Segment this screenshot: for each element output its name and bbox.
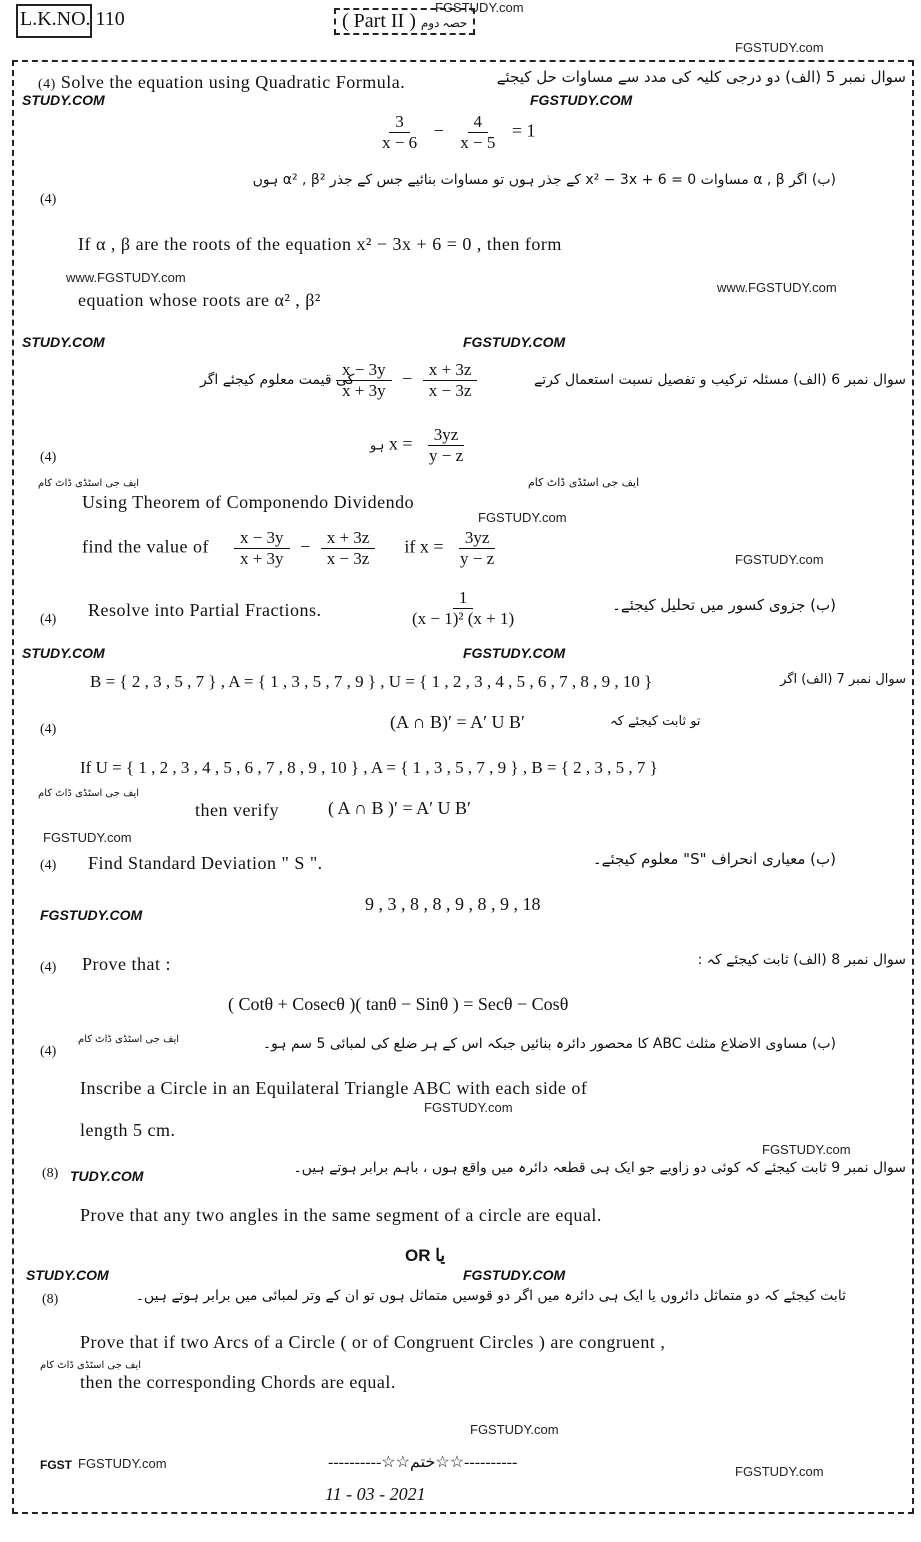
q7a-urdu2: تو ثابت کیجئے کہ (610, 714, 701, 729)
numerator: x + 3z (321, 528, 376, 549)
q7a-text2: then verify (195, 800, 279, 820)
watermark: www.FGSTUDY.com (66, 270, 186, 285)
q7a-identity2: ( A ∩ B )′ = A′ U B′ (328, 798, 471, 818)
q6b-urdu: (ب) جزوی کسور میں تحلیل کیجئے۔ (612, 596, 836, 614)
q7b-text: Find Standard Deviation " S ". (88, 853, 323, 873)
marks: (4) (38, 77, 56, 92)
marks: (8) (42, 1166, 59, 1181)
q6a-text2 (82, 528, 506, 569)
or-label: OR یا (405, 1246, 446, 1265)
q5a-text (38, 72, 405, 93)
q7a-sets-urdu-line: B = { 2 , 3 , 5 , 7 } , A = { 1 , 3 , 5 , 7 , 9 } , U = { 1 , 2 , 3 , 4 , 5 , 6 , 7 , 8 , 9 , 10 } (90, 672, 653, 691)
denominator: (x − 1)² (x + 1) (412, 609, 515, 628)
watermark: FGSTUDY.com (424, 1100, 513, 1115)
part-text: ( Part II ) (342, 10, 416, 32)
q8a-urdu: سوال نمبر 8 (الف) ثابت کیجئے کہ : (697, 952, 906, 968)
part-urdu: حصہ دوم (420, 16, 468, 30)
urdu-word: ہو (370, 438, 385, 454)
marks: (4) (40, 858, 57, 873)
q8b-text2: length 5 cm. (80, 1120, 176, 1140)
watermark-urdu: ایف جی اسٹڈی ڈاٹ کام (528, 476, 640, 489)
watermark: STUDY.COM (22, 92, 105, 108)
operator: − (402, 368, 413, 389)
exam-date: 11 - 03 - 2021 (325, 1484, 426, 1504)
q6a-condition (370, 425, 475, 466)
q8b-urdu: (ب) مساوی الاضلاع مثلث ABC کا محصور دائرہ بنائیں جبکہ اس کے ہر ضلع کی لمبائی 5 سم ہو۔ (262, 1036, 836, 1052)
marks: (4) (40, 1044, 57, 1059)
numerator: 1 (453, 588, 474, 609)
q6b-fraction (400, 588, 526, 629)
marks: (4) (40, 192, 57, 207)
numerator: 3 (389, 112, 410, 133)
numerator: x − 3y (336, 360, 392, 381)
q6b-text: Resolve into Partial Fractions. (88, 600, 322, 620)
q5a-equation (370, 112, 536, 153)
watermark-urdu: ایف جی اسٹڈی ڈاٹ کام (78, 1034, 180, 1045)
if-label: if (404, 536, 416, 557)
watermark: FGSTUDY.COM (463, 645, 566, 661)
q8a-text: Prove that : (82, 954, 171, 974)
q9-text: Prove that any two angles in the same segment of a circle are equal. (80, 1205, 602, 1225)
q7b-data: 9 , 3 , 8 , 8 , 9 , 8 , 9 , 18 (365, 894, 541, 914)
q7a-text1: If U = { 1 , 2 , 3 , 4 , 5 , 6 , 7 , 8 , 9 , 10 } , A = { 1 , 3 , 5 , 7 , 9 } , B = { 2 , 3 , 5 , 7 } (80, 758, 658, 777)
q7b-urdu: (ب) معیاری انحراف "S" معلوم کیجئے۔ (592, 850, 836, 868)
marks: (4) (40, 722, 57, 737)
watermark: FGSTUDY.com (735, 40, 824, 55)
x-equals: x = (419, 536, 444, 557)
watermark: FGSTUDY.COM (530, 92, 633, 108)
watermark: STUDY.COM (22, 645, 105, 661)
paper-code: L.K.NO. 110 (20, 8, 125, 30)
watermark-urdu: ایف جی اسٹڈی ڈاٹ کام (38, 478, 140, 489)
q9-or-text1: Prove that if two Arcs of a Circle ( or of Congruent Circles ) are congruent , (80, 1332, 666, 1352)
watermark: FGSTUDY.com (78, 1456, 167, 1471)
q6a-expression (330, 360, 483, 401)
q6a-urdu2: کی قیمت معلوم کیجئے اگر (200, 372, 355, 388)
denominator: x − 3z (428, 381, 472, 400)
q5b-text2: equation whose roots are α² , β² (78, 290, 321, 310)
numerator: x − 3y (234, 528, 290, 549)
marks: (4) (40, 450, 57, 465)
watermark: www.FGSTUDY.com (717, 280, 837, 295)
q5b-urdu: (ب) اگر α , β مساوات x² − 3x + 6 = 0 کے جذر ہوں تو مساوات بنائیے جس کے جذر α² , β² ہوں (252, 172, 836, 188)
q5a-question: Solve the equation using Quadratic Formula. (60, 72, 406, 92)
watermark-urdu: ایف جی اسٹڈی ڈاٹ کام (40, 1360, 142, 1371)
end-marker: ----------☆☆ختم☆☆---------- (328, 1454, 518, 1471)
watermark: FGSTUDY.com (43, 830, 132, 845)
q6a-urdu: سوال نمبر 6 (الف) مسئلہ ترکیب و تفصیل نسبت استعمال کرتے (534, 372, 906, 388)
watermark: FGSTUDY.COM (463, 1267, 566, 1283)
watermark: FGSTUDY.com (435, 0, 524, 15)
marks: (4) (40, 960, 57, 975)
q5a-urdu: سوال نمبر 5 (الف) دو درجی کلیہ کی مدد سے مساوات حل کیجئے (496, 68, 906, 86)
numerator: 3yz (459, 528, 496, 549)
watermark: FGST (40, 1458, 72, 1472)
watermark: FGSTUDY.COM (40, 907, 143, 923)
denominator: x + 3y (239, 549, 284, 568)
denominator: x − 5 (460, 133, 496, 152)
numerator: x + 3z (423, 360, 478, 381)
q7a-identity: (A ∩ B)′ = A′ U B′ (390, 712, 525, 732)
denominator: y − z (460, 549, 495, 568)
watermark: STUDY.COM (26, 1267, 109, 1283)
numerator: 3yz (428, 425, 465, 446)
q8b-text1: Inscribe a Circle in an Equilateral Triangle ABC with each side of (80, 1078, 588, 1098)
denominator: x − 3z (326, 549, 370, 568)
denominator: x + 3y (342, 381, 386, 400)
q6a-text1: Using Theorem of Componendo Dividendo (82, 492, 415, 512)
marks: (8) (42, 1292, 59, 1307)
denominator: y − z (429, 446, 464, 465)
q9-or-urdu: ثابت کیجئے کہ دو متماثل دائروں یا ایک ہی دائرہ میں اگر دو قوسیں متماثل ہوں تو ان کے وتر لمبائی میں برابر ہوتے ہیں۔ (135, 1288, 846, 1304)
watermark: FGSTUDY.com (470, 1422, 559, 1437)
watermark: FGSTUDY.com (735, 552, 824, 567)
watermark-urdu: ایف جی اسٹڈی ڈاٹ کام (38, 788, 140, 799)
q9-or-text2: then the corresponding Chords are equal. (80, 1372, 396, 1392)
watermark: TUDY.COM (70, 1168, 144, 1184)
rhs: = 1 (511, 120, 536, 141)
denominator: x − 6 (382, 133, 418, 152)
x-equals: x = (388, 433, 413, 454)
watermark: FGSTUDY.COM (463, 334, 566, 350)
watermark: STUDY.COM (22, 334, 105, 350)
marks: (4) (40, 612, 57, 627)
watermark: FGSTUDY.com (735, 1464, 824, 1479)
numerator: 4 (468, 112, 489, 133)
watermark: FGSTUDY.com (762, 1142, 851, 1157)
watermark: FGSTUDY.com (478, 510, 567, 525)
operator: − (433, 120, 444, 141)
q8a-identity: ( Cotθ + Cosecθ )( tanθ − Sinθ ) = Secθ − Cosθ (228, 994, 569, 1014)
q9-urdu: سوال نمبر 9 ثابت کیجئے کہ کوئی دو زاویے جو ایک ہی قطعہ دائرہ میں واقع ہوں ، باہم برابر ہوتے ہیں۔ (293, 1160, 906, 1176)
operator: − (300, 536, 311, 557)
q5b-text1: If α , β are the roots of the equation x² − 3x + 6 = 0 , then form (78, 234, 562, 254)
q7a-urdu: سوال نمبر 7 (الف) اگر (780, 672, 906, 687)
find-value-label: find the value of (82, 536, 209, 557)
